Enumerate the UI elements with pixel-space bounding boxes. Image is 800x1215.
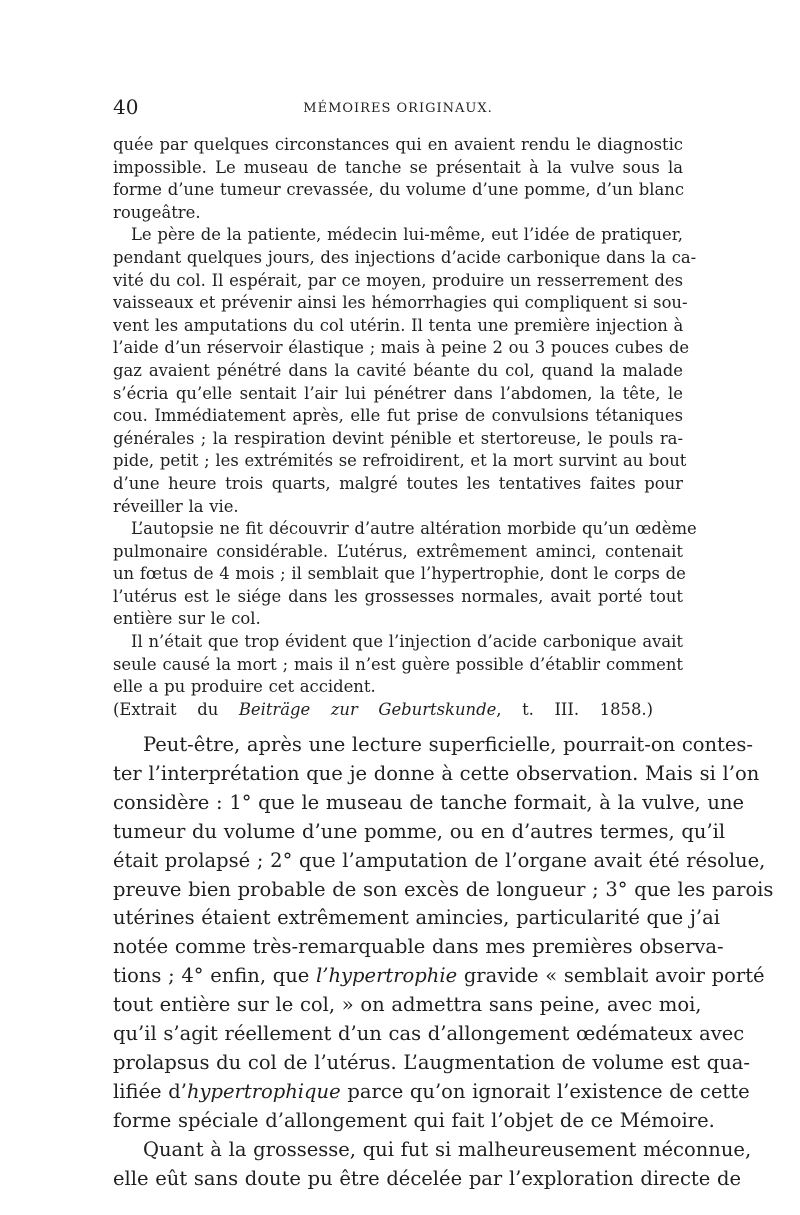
running-header bbox=[113, 95, 683, 121]
text-line: entière sur le col. bbox=[113, 609, 261, 629]
text-line: forme d’une tumeur crevassée, du volume d’une pomme, d’un blanc bbox=[113, 180, 685, 200]
text-line: vaisseaux et prévenir ainsi les hémorrhagies qui compliquent si sou- bbox=[113, 293, 688, 313]
italic-term: hypertrophique bbox=[186, 1079, 341, 1103]
citation-prefix: (Extrait du bbox=[113, 699, 239, 719]
paragraph-2 bbox=[113, 224, 697, 518]
author-commentary bbox=[113, 731, 774, 1194]
text-line: générales ; la respiration devint pénible et stertoreuse, le pouls ra- bbox=[113, 428, 683, 448]
citation-suffix: , t. III. 1858.) bbox=[496, 699, 653, 719]
text-line: vent les amputations du col utérin. Il tenta une première injection à bbox=[113, 315, 684, 335]
text-segment: parce qu’on ignorait l’existence de cette bbox=[340, 1079, 750, 1103]
text-segment: tions ; 4° enfin, que bbox=[113, 964, 317, 988]
paragraph-5 bbox=[113, 731, 774, 1136]
text-line: rougeâtre. bbox=[113, 202, 201, 222]
text-line bbox=[113, 962, 765, 991]
citation-line bbox=[113, 699, 683, 722]
text-segment: gravide « semblait avoir porté bbox=[457, 964, 765, 988]
citation bbox=[113, 699, 683, 722]
text-line: elle a pu produire cet accident. bbox=[113, 677, 376, 697]
text-line: Peut-être, après une lecture superficielle, pourrait-on contes- bbox=[143, 733, 754, 756]
text-line: L’autopsie ne fit découvrir d’autre altération morbide qu’un œdème bbox=[131, 519, 697, 539]
text-line: tout entière sur le col, » on admettra sans peine, avec moi, bbox=[113, 993, 702, 1017]
text-line: forme spéciale d’allongement qui fait l’objet de ce Mémoire. bbox=[113, 1108, 715, 1132]
text-line: pendant quelques jours, des injections d’acide carbonique dans la ca- bbox=[113, 247, 697, 267]
text-line: seule causé la mort ; mais il n’est guère possible d’établir comment bbox=[113, 654, 683, 674]
italic-term: l’hypertrophie bbox=[316, 964, 458, 988]
text-line: utérines étaient extrêmement amincies, particularité que j’ai bbox=[113, 906, 720, 930]
quoted-observation bbox=[113, 134, 697, 721]
text-line: s’écria qu’elle sentait l’air lui pénétrer dans l’abdomen, la tête, le bbox=[113, 383, 683, 403]
text-line: considère : 1° que le museau de tanche formait, à la vulve, une bbox=[113, 790, 745, 814]
citation-source-title: Beiträge zur Geburtskunde bbox=[238, 699, 497, 719]
text-line: impossible. Le museau de tanche se présentait à la vulve sous la bbox=[113, 157, 683, 177]
text-line: pide, petit ; les extrémités se refroidirent, et la mort survint au bout bbox=[113, 451, 687, 471]
text-line: cou. Immédiatement après, elle fut prise de convulsions tétaniques bbox=[113, 406, 683, 426]
text-line: qu’il s’agit réellement d’un cas d’allongement œdémateux avec bbox=[113, 1022, 745, 1046]
text-line: Le père de la patiente, médecin lui-même, eut l’idée de pratiquer, bbox=[131, 225, 683, 245]
text-line: Quant à la grossesse, qui fut si malheureusement méconnue, bbox=[143, 1137, 752, 1161]
running-title: MÉMOIRES ORIGINAUX. bbox=[303, 101, 493, 116]
text-line: ter l’interprétation que je donne à cette observation. Mais si l’on bbox=[113, 761, 760, 785]
text-line: était prolapsé ; 2° que l’amputation de l’organe avait été résolue, bbox=[113, 848, 766, 872]
text-line: preuve bien probable de son excès de longueur ; 3° que les parois bbox=[113, 877, 774, 901]
text-line bbox=[113, 1078, 750, 1107]
paragraph-4 bbox=[113, 631, 683, 699]
text-line: gaz avaient pénétré dans la cavité béante du col, quand la malade bbox=[113, 360, 683, 380]
paragraph-6 bbox=[113, 1136, 752, 1194]
text-line: réveiller la vie. bbox=[113, 496, 239, 516]
text-line: prolapsus du col de l’utérus. L’augmentation de volume est qua- bbox=[113, 1050, 750, 1074]
page-number: 40 bbox=[113, 95, 139, 119]
text-line: vité du col. Il espérait, par ce moyen, produire un resserrement des bbox=[113, 270, 683, 290]
text-line: notée comme très-remarquable dans mes premières observa- bbox=[113, 935, 724, 959]
text-line: l’aide d’un réservoir élastique ; mais à peine 2 ou 3 pouces cubes de bbox=[113, 338, 690, 358]
text-line: pulmonaire considérable. L’utérus, extrêmement aminci, contenait bbox=[113, 541, 683, 561]
text-line: quée par quelques circonstances qui en avaient rendu le diagnostic bbox=[113, 135, 683, 154]
text-line: tumeur du volume d’une pomme, ou en d’autres termes, qu’il bbox=[113, 819, 726, 843]
text-segment: lifiée d’ bbox=[113, 1079, 187, 1103]
text-line: un fœtus de 4 mois ; il semblait que l’hypertrophie, dont le corps de bbox=[113, 564, 686, 584]
text-line: l’utérus est le siége dans les grossesses normales, avait porté tout bbox=[113, 586, 683, 606]
text-line: elle eût sans doute pu être décelée par l’exploration directe de bbox=[113, 1166, 741, 1190]
text-line: Il n’était que trop évident que l’injection d’acide carbonique avait bbox=[131, 632, 683, 652]
text-line: d’une heure trois quarts, malgré toutes les tentatives faites pour bbox=[113, 473, 683, 493]
paragraph-1 bbox=[113, 134, 683, 224]
paragraph-3 bbox=[113, 518, 697, 631]
